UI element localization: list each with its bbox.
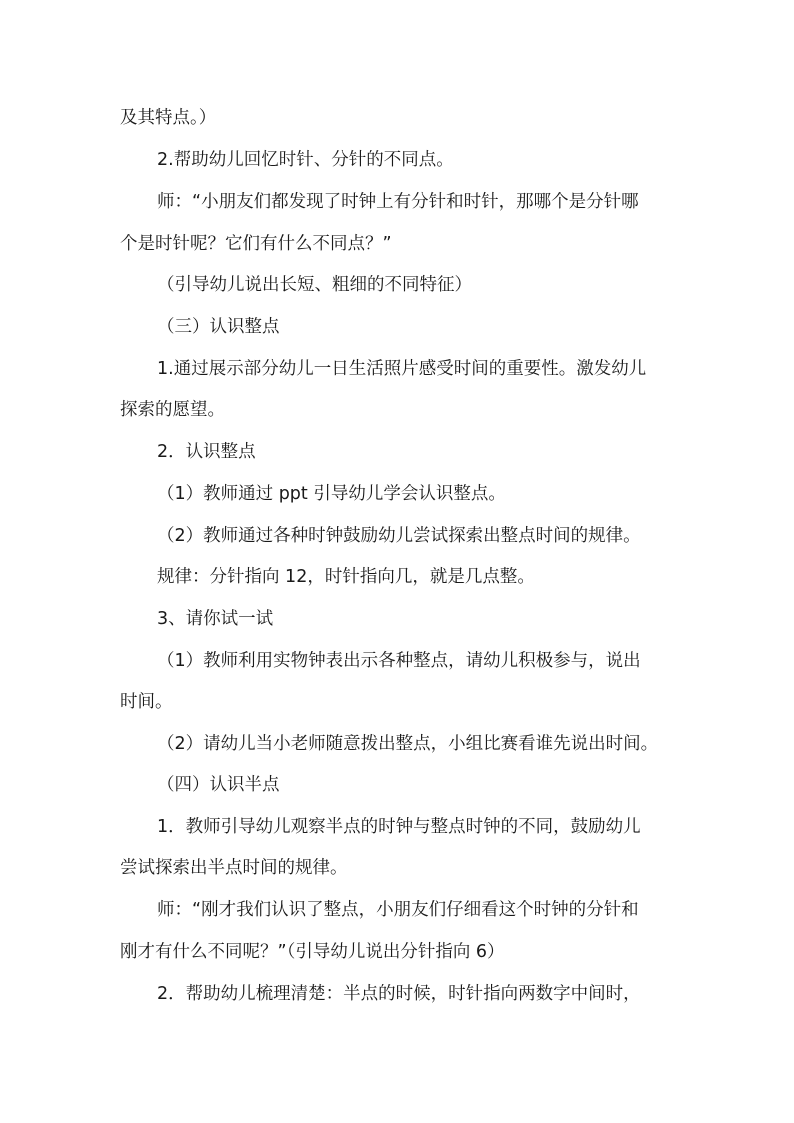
- text-line: 个是时针呢？它们有什么不同点？”: [120, 234, 392, 254]
- text-line: （2）请幼儿当小老师随意拨出整点，小组比赛看谁先说出时间。: [157, 734, 659, 754]
- text-line: 规律：分针指向 12，时针指向几，就是几点整。: [157, 567, 535, 587]
- text-line: 时间。: [120, 692, 173, 712]
- text-line: （1）教师利用实物钟表出示各种整点，请幼儿积极参与，说出: [157, 651, 641, 671]
- text-line: 2．认识整点: [157, 442, 256, 462]
- text-line: 1.通过展示部分幼儿一日生活照片感受时间的重要性。激发幼儿: [157, 359, 647, 379]
- text-line: 及其特点。）: [120, 108, 217, 128]
- text-line: 1．教师引导幼儿观察半点的时钟与整点时钟的不同，鼓励幼儿: [157, 817, 641, 837]
- text-line: 尝试探索出半点时间的规律。: [120, 858, 348, 878]
- text-line: 刚才有什么不同呢？”（引导幼儿说出分针指向 6）: [120, 942, 505, 962]
- text-line: 师：“小朋友们都发现了时钟上有分针和时针，那哪个是分针哪: [157, 192, 639, 212]
- text-line: 2.帮助幼儿回忆时针、分针的不同点。: [157, 150, 454, 170]
- text-line: 2．帮助幼儿梳理清楚：半点的时候，时针指向两数字中间时，: [157, 984, 641, 1004]
- section-heading: （三）认识整点: [157, 317, 280, 337]
- text-line: 师：“刚才我们认识了整点，小朋友们仔细看这个时钟的分针和: [157, 900, 639, 920]
- text-line: （引导幼儿说出长短、粗细的不同特征）: [157, 275, 472, 295]
- text-line: （1）教师通过 ppt 引导幼儿学会认识整点。: [157, 484, 506, 504]
- text-line: 探索的愿望。: [120, 400, 225, 420]
- text-line: （2）教师通过各种时钟鼓励幼儿尝试探索出整点时间的规律。: [157, 526, 641, 546]
- text-line: 3、请你试一试: [157, 609, 274, 629]
- section-heading: （四）认识半点: [157, 775, 280, 795]
